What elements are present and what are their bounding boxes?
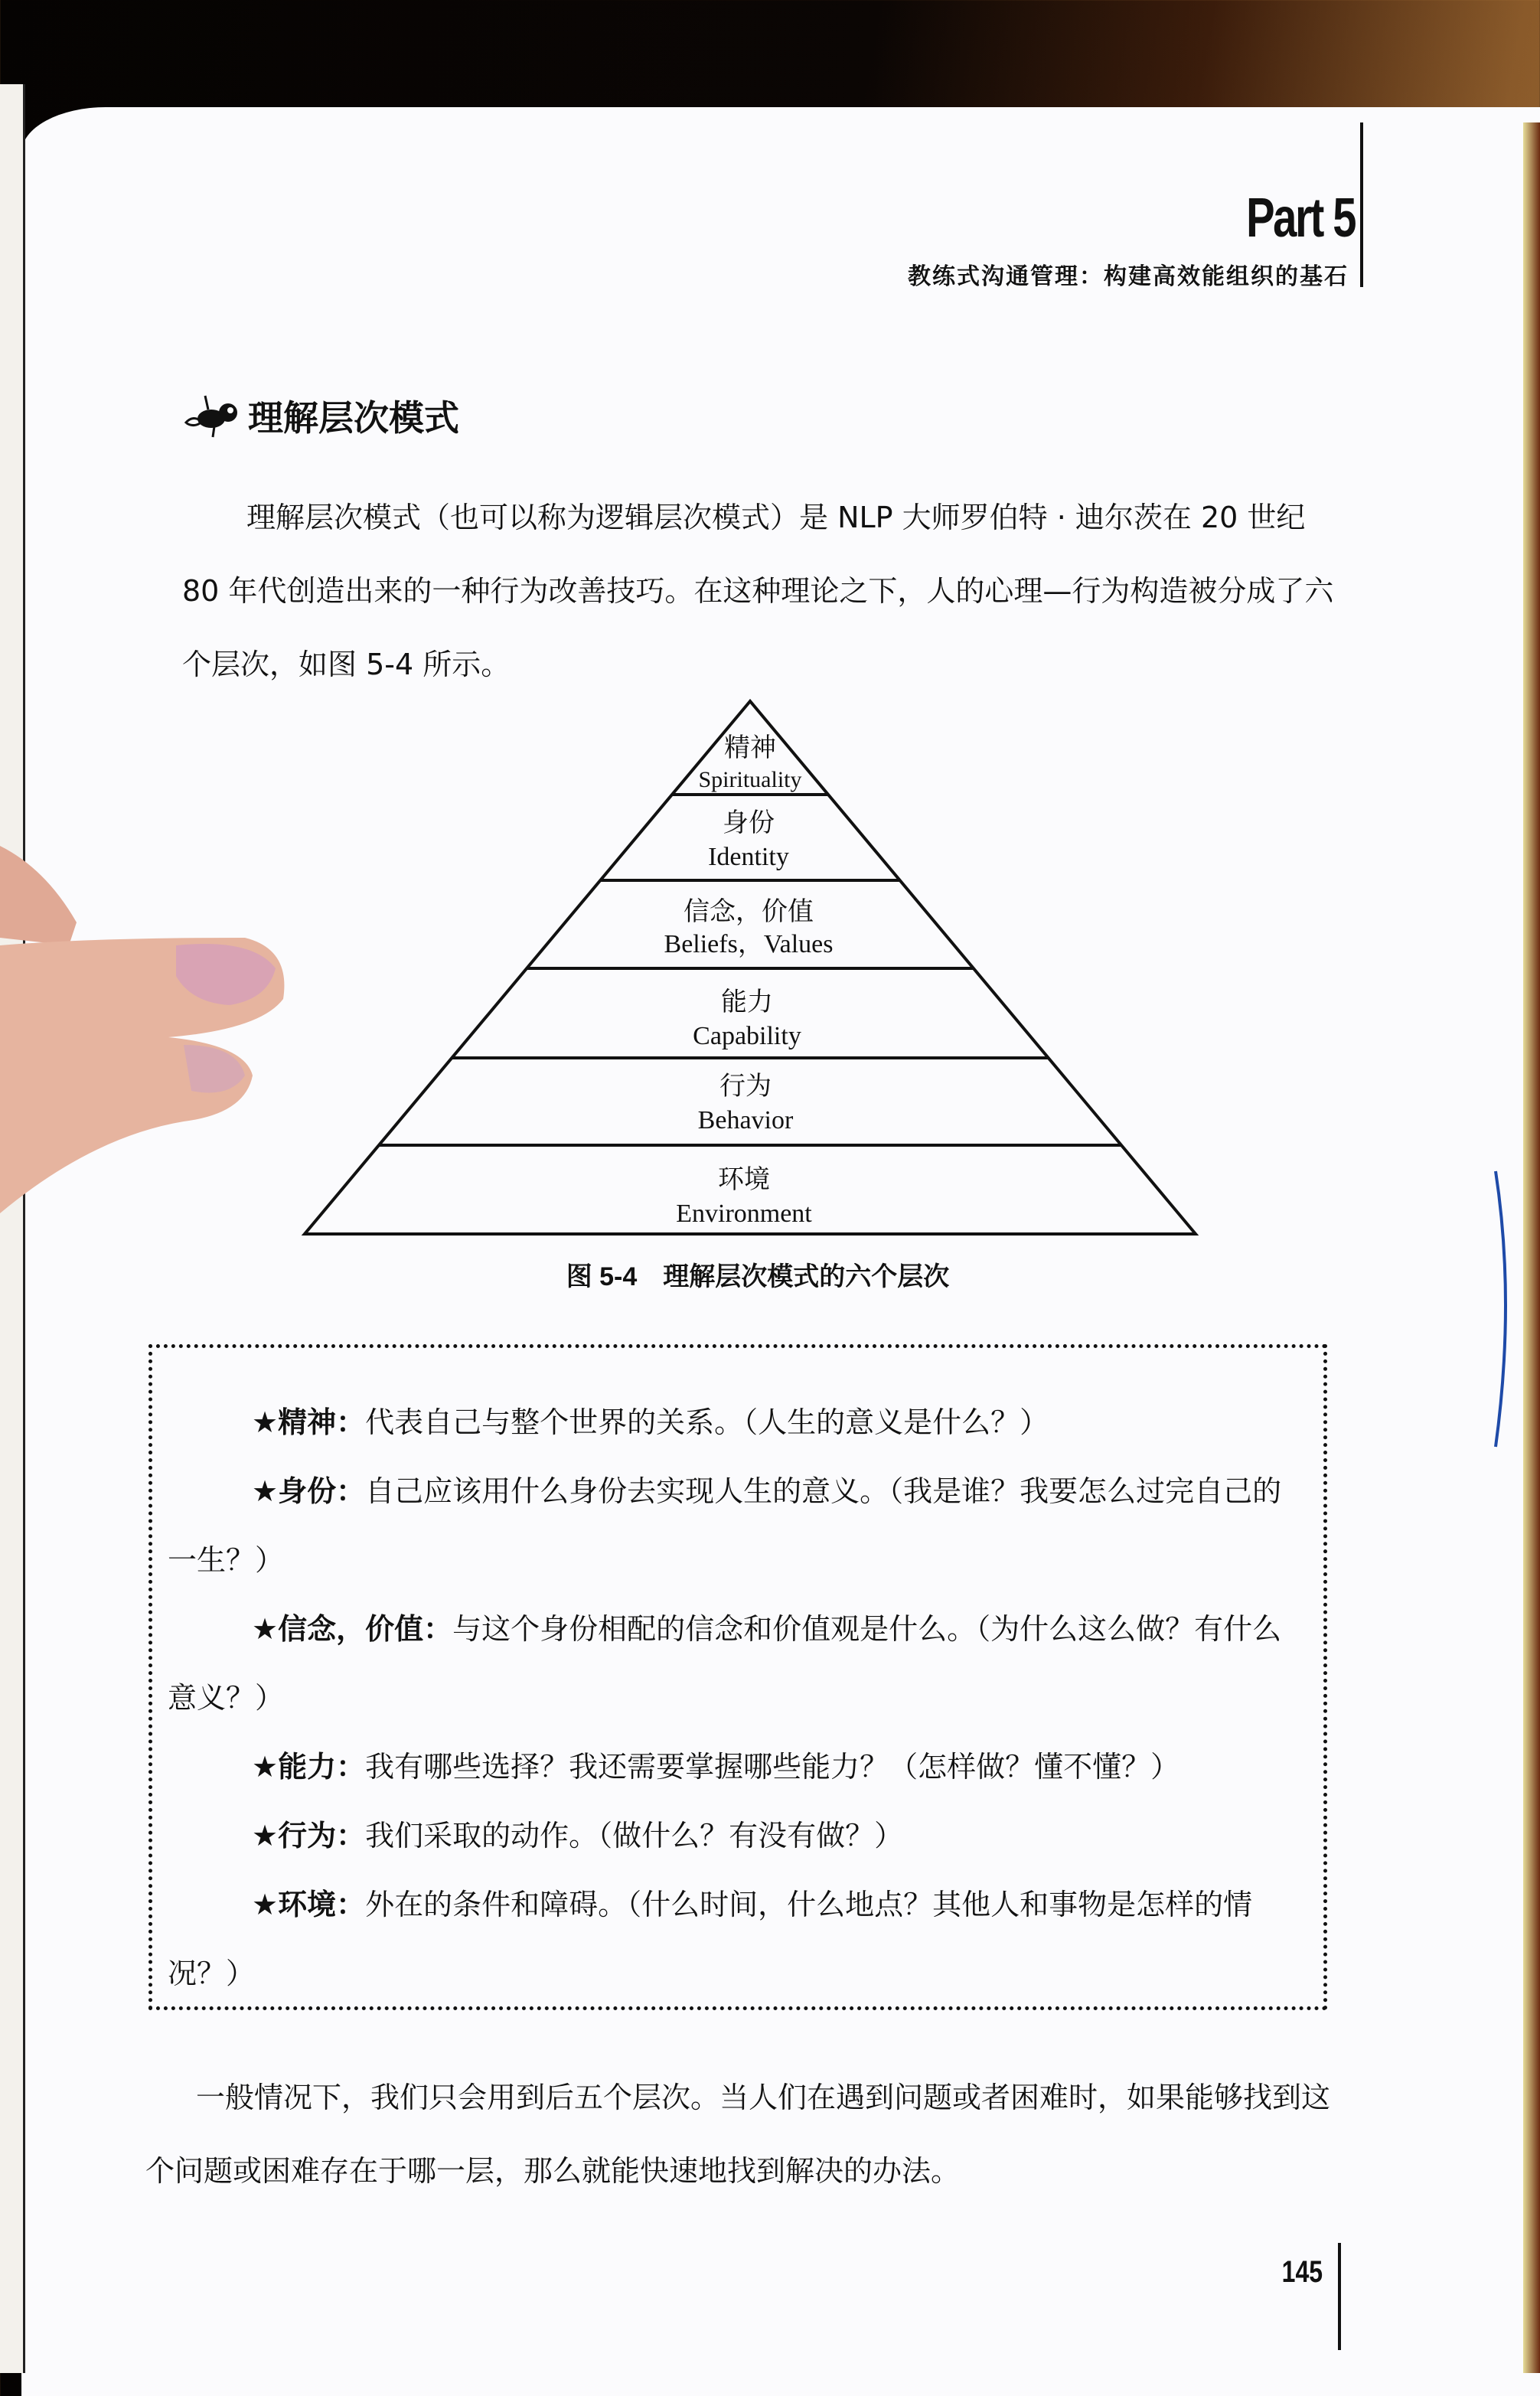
level-en: Beliefs，Values [664,930,834,958]
page-stack-edge [1523,122,1540,2373]
definition-item: ★行为：我们采取的动作。（做什么？有没有做？） [252,1819,904,1852]
level-zh: 身份 [723,809,775,837]
level-en: Behavior [697,1106,794,1134]
thumb-holding-page [0,815,299,1229]
page-number: 145 [1281,2255,1323,2289]
level-en: Identity [708,843,789,871]
definition-item: ★环境：外在的条件和障碍。（什么时间，什么地点？其他人和事物是怎样的情况？） [168,1888,1253,1990]
level-en: Spirituality [698,767,802,792]
level-en: Environment [676,1200,812,1228]
level-en: Capability [693,1022,801,1050]
definition-item: ★身份：自己应该用什么身份去实现人生的意义。（我是谁？我要怎么过完自己的一生？） [168,1474,1282,1577]
definition-item: ★能力：我有哪些选择？我还需要掌握哪些能力？（怎样做？懂不懂？） [252,1750,1180,1784]
definitions-box [148,1344,1327,2010]
intro-paragraph: 理解层次模式（也可以称为逻辑层次模式）是 NLP 大师罗伯特 · 迪尔茨在 20 世纪 80 年代创造出来的一种行为改善技巧。在这种理论之下，人的心理—行为构造被分成了六个层次，如图 5-4 所示。 [182,501,1334,681]
level-zh: 环境 [718,1166,770,1194]
pyramid-diagram [299,697,1202,1240]
level-zh: 精神 [724,734,776,762]
level-zh: 信念，价值 [684,898,814,926]
decorative-insect-icon [182,393,243,439]
part-label: Part 5 [1245,188,1355,249]
section-heading [182,390,459,441]
previous-page-edge [0,84,25,2373]
book-page [21,107,1540,2396]
figure-caption: 图 5-4 理解层次模式的六个层次 [566,1262,950,1291]
section-title: 理解层次模式 [248,397,459,439]
definition-item: ★信念，价值：与这个身份相配的信念和价值观是什么。（为什么这么做？有什么意义？） [168,1612,1282,1715]
header-rule [1360,122,1363,287]
closing-paragraph: 一般情况下，我们只会用到后五个层次。当人们在遇到问题或者困难时，如果能够找到这个问题或困难存在于哪一层，那么就能快速地找到解决的办法。 [145,2081,1331,2188]
level-zh: 行为 [719,1072,772,1101]
pen-mark [1493,1164,1523,1454]
footer-rule [1338,2243,1341,2350]
book-subtitle: 教练式沟通管理：构建高效能组织的基石 [908,263,1349,290]
definition-item: ★精神：代表自己与整个世界的关系。（人生的意义是什么？） [252,1405,1049,1439]
level-zh: 能力 [721,988,773,1017]
